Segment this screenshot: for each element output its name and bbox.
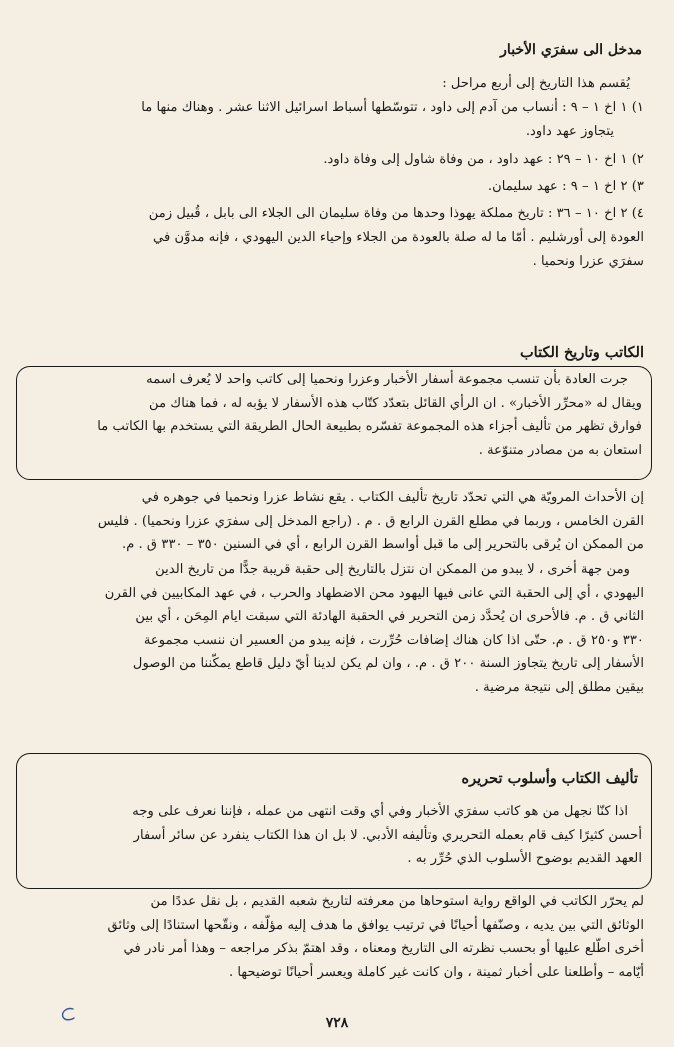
intro-item-line: ٢) ١ اخ ١٠ – ٢٩ : عهد داود ، من وفاة شاول إلى وفاة داود.: [323, 151, 644, 167]
text-line: أحسن كثيرًا كيف قام بعمله التحريري وتأليفه الأدبي. لا بل ان هذا الكتاب ينفرد عن سائر أسفار: [133, 827, 642, 843]
text-line: العهد القديم بوضوح الأسلوب الذي حُرِّر به .: [407, 851, 642, 867]
intro-lead: يُقسم هذا التاريخ إلى أربع مراحل :: [442, 76, 630, 91]
section2-paragraph: [28, 890, 644, 984]
text-line: بيقين مطلق إلى نتيجة مرضية .: [474, 679, 644, 695]
section2-boxed-paragraph: [24, 800, 642, 871]
intro-item-line: سفرَي عزرا ونحميا .: [532, 253, 644, 269]
intro-item: [28, 96, 644, 144]
intro-item: [28, 148, 644, 172]
text-line: اذا كنّا نجهل من هو كاتب سفرَي الأخبار وفي أي وقت انتهى من عمله ، فإننا نعرف على وجه: [132, 804, 628, 819]
intro-item-line: ٤) ٢ اخ ١٠ – ٣٦ : تاريخ مملكة يهوذا وحدها من وفاة سليمان الى الجلاء الى بابل ، قُبيل زمن: [148, 205, 644, 221]
intro-item-line: يتجاوز عهد داود.: [525, 123, 614, 139]
text-line: القرن الخامس ، وربما في مطلع القرن الرابع ق . م . (راجع المدخل إلى سفرَي عزرا ونحميا) . فليس: [97, 513, 644, 529]
text-line: فوارق تظهر من تأليف أجزاء هذه المجموعة تفسّره بطبيعة الحال الطريقة التي يستخدم بها الكاتب ما: [97, 419, 642, 435]
intro-item-line: ١) ١ اخ ١ – ٩ : أنساب من آدم إلى داود ، تتوسّطها أسباط اسرائيل الاثنا عشر . وهناك منها ما: [141, 99, 644, 115]
text-line: جرت العادة بأن تنسب مجموعة أسفار الأخبار وعزرا ونحميا إلى كاتب واحد لا يُعرف اسمه: [146, 372, 628, 387]
section-heading: تأليف الكتاب وأسلوب تحريره: [461, 770, 638, 787]
section-heading: الكاتب وتاريخ الكتاب: [520, 344, 644, 361]
text-line: أخرى اطّلع عليها أو بحسب نظرته الى التاريخ ومعناه ، وقد اهتمّ بذكر مراجعه – وهذا أمر نادر في: [123, 941, 644, 957]
text-line: ٣٣٠ و٢٥٠ ق . م. حتّى اذا كان هناك إضافات حُرِّرت ، فإنه يبدو من العسير ان ننسب مجموعة: [143, 632, 644, 648]
text-line: لم يحرّر الكاتب في الواقع رواية استوحاها من معرفته لتاريخ شعبه القديم ، بل نقل عددًا من: [150, 894, 644, 909]
text-line: اليهودي ، أي إلى الحقبة التي عانى فيها اليهود محن الاضطهاد والحرب ، في عهد المكابيين في القرن: [104, 585, 644, 601]
intro-item: [28, 202, 644, 274]
section1-paragraph-2: [28, 486, 644, 557]
page-number: ٧٢٨: [325, 1015, 349, 1031]
text-line: أيّامه – وأطلعنا على أخبار ثمينة ، وان كانت غير كاملة ويعسر أحيانًا توضيحها .: [229, 964, 644, 980]
text-line: من الممكن ان يُرقى بالتحرير إلى ما قبل أواسط القرن الرابع ، أي في السنين ٣٥٠ – ٣٣٠ ق . م.: [122, 537, 644, 553]
running-head: مدخل الى سفرَي الأخبار: [500, 42, 642, 58]
intro-item-line: العودة إلى أورشليم . أمّا ما له صلة بالعودة من الجلاء وإحياء الدين اليهودي ، فإنه مدوَّن في: [152, 229, 644, 245]
section1-boxed-paragraph: [24, 368, 642, 462]
text-line: استعان به من مصادر متنوّعة .: [478, 442, 642, 458]
text-line: الأسفار إلى تاريخ يتجاوز السنة ٢٠٠ ق . م. ، وان لم يكن لدينا أيّ دليل قاطع يمكّننا من الوصول: [132, 656, 644, 672]
intro-block: [28, 72, 644, 274]
text-line: الوثائق التي بين يديه ، وصنّفها أحيانًا في ترتيب يوافق ما هدف إليه مؤلّفه ، ونقّحها استنادًا إلى وثائق: [107, 917, 644, 933]
intro-item-line: ٣) ٢ اخ ١ – ٩ : عهد سليمان.: [487, 178, 644, 194]
text-line: ومن جهة أخرى ، لا يبدو من الممكن ان نتزل بالتاريخ إلى حقبة قريبة جدًّا من تاريخ الدين: [155, 562, 630, 577]
intro-item: [28, 175, 644, 199]
text-line: ويقال له «محرِّر الأخبار» . ان الرأي القائل بتعدّد كتّاب هذه الأسفار لا يؤبه له ، فما هناك من: [149, 395, 642, 411]
text-line: إن الأحداث المرويّة هي التي تحدّد تاريخ تأليف الكتاب . يقع نشاط عزرا ونحميا في جوهره في: [141, 490, 644, 505]
text-line: الثاني ق . م. فالأحرى ان يُحدَّد زمن التحرير في الحقبة الهادئة التي سبقت ايام المِحَن ، أي بين: [135, 609, 644, 625]
section1-paragraph-3: [28, 558, 644, 700]
